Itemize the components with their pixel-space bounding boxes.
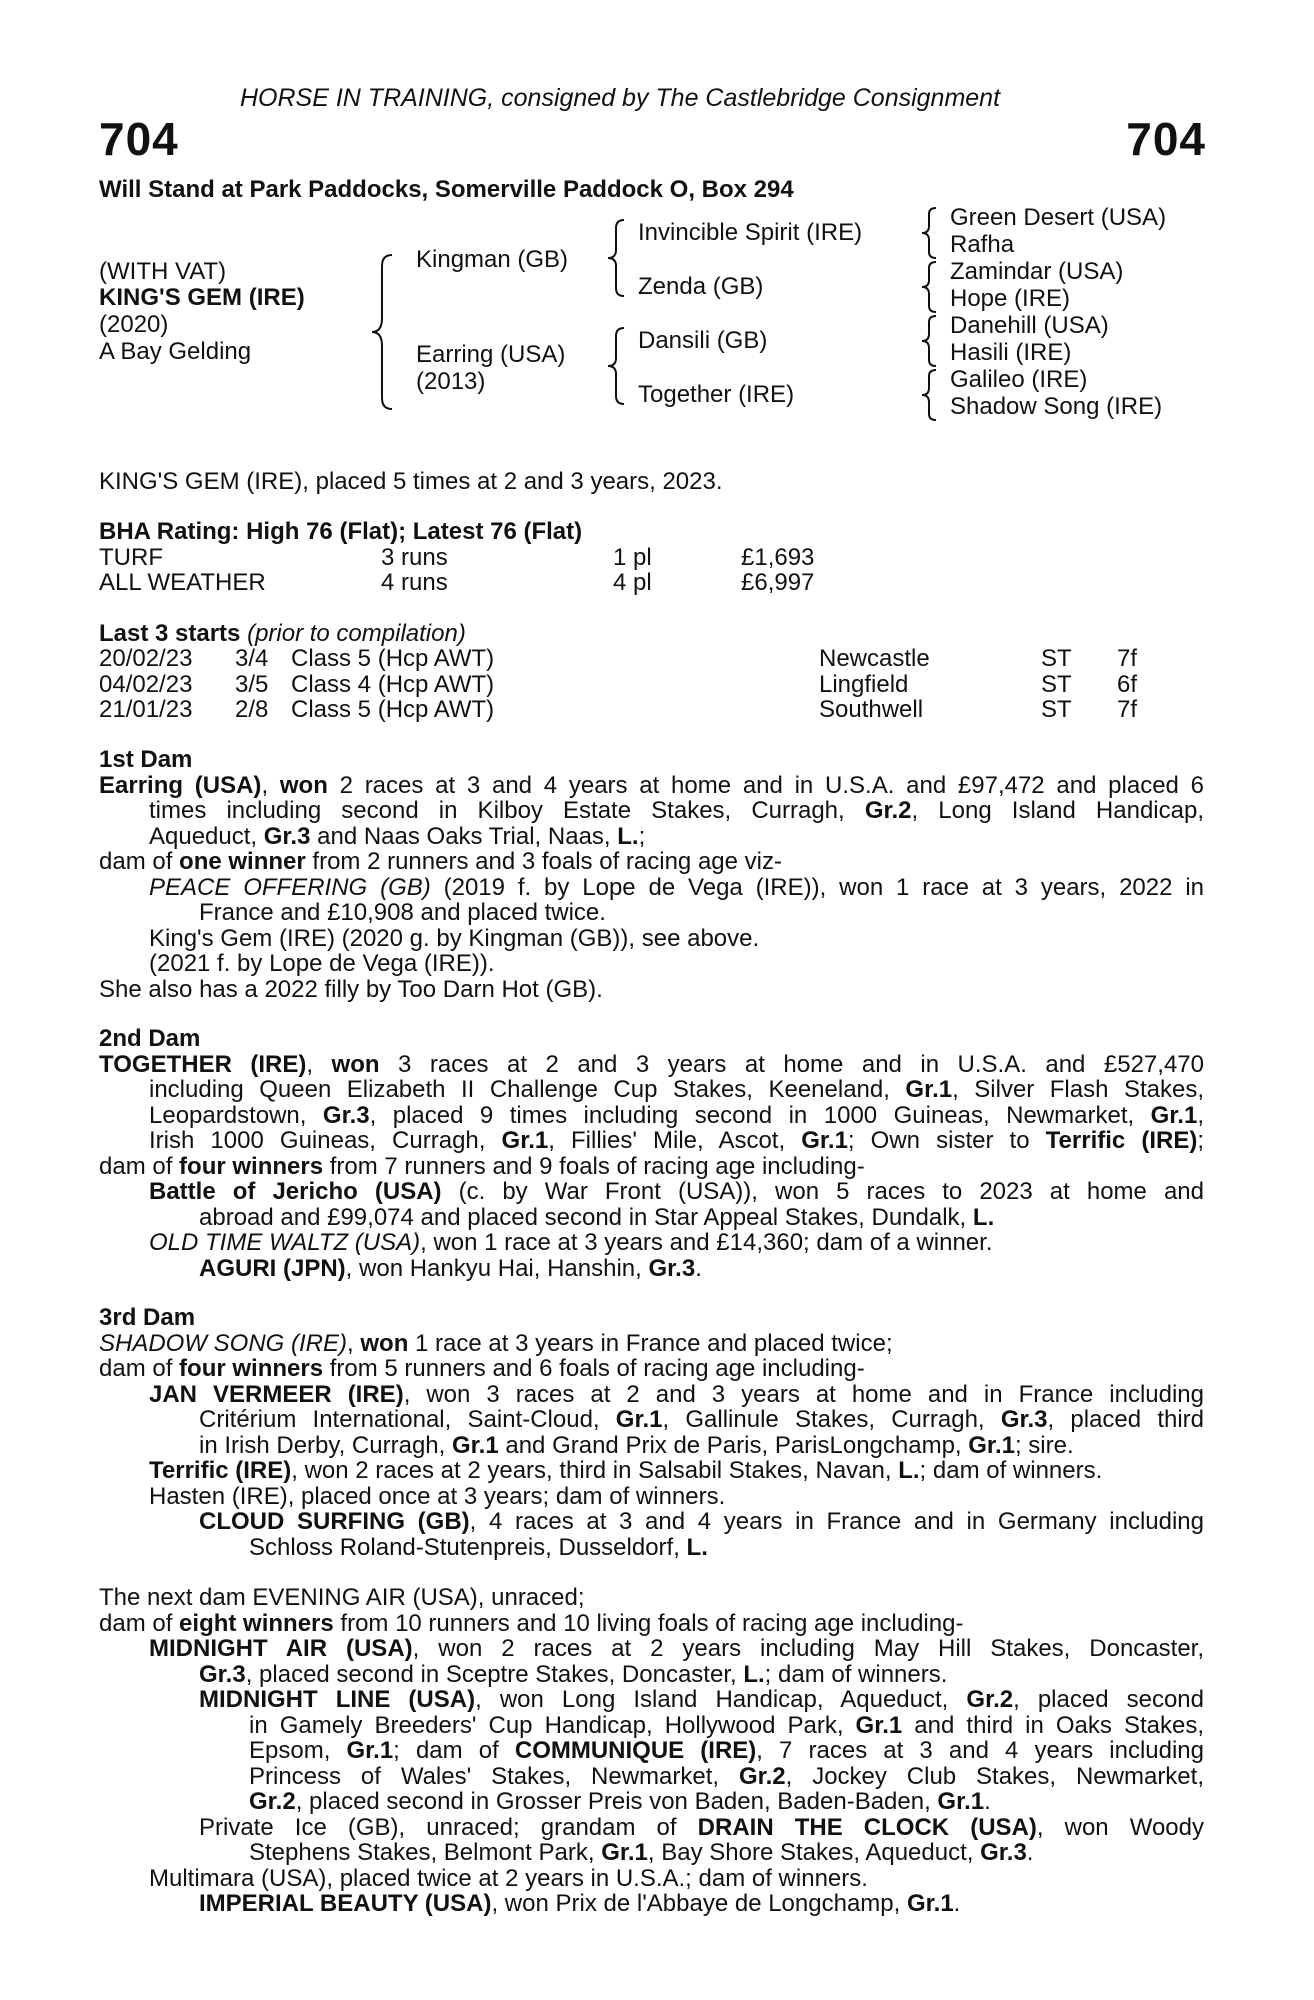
text-span: DRAIN THE CLOCK (USA) [697, 1813, 1037, 1841]
race-course: Southwell [819, 696, 924, 723]
text-span: ; sire. [1014, 1431, 1074, 1459]
gen3-brace-4 [918, 368, 940, 422]
gen3-8: Shadow Song (IRE) [950, 393, 1163, 420]
surface: ALL WEATHER [99, 569, 266, 596]
sire-dam-brace [366, 252, 396, 412]
text-span: AGURI (JPN) [199, 1254, 346, 1282]
table-row [99, 570, 899, 595]
text-span: won [279, 771, 328, 799]
text-span: Gr.1 [937, 1788, 985, 1815]
text-line [99, 1789, 1204, 1815]
race-class: Class 5 (Hcp AWT) [291, 645, 495, 672]
dam-dam: Together (IRE) [638, 381, 795, 408]
text-span: Private Ice (GB), unraced; grandam of [199, 1813, 698, 1841]
text-span: L. [898, 1457, 920, 1484]
gen3-6: Hasili (IRE) [950, 339, 1072, 366]
race-date: 20/02/23 [99, 645, 193, 672]
text-span: 2 races at 3 and 4 years at home and in U.S.A. and £97,472 and placed 6 [327, 771, 1204, 799]
race-going: ST [1041, 696, 1072, 723]
text-line: King's Gem (IRE) (2020 g. by Kingman (GB)), see above. [149, 924, 760, 952]
text-line [99, 1382, 1204, 1408]
text-span: , won Long Island Handicap, Aqueduct, [475, 1686, 967, 1713]
text-span: four winners [179, 1152, 324, 1180]
text-line: The next dam EVENING AIR (USA), unraced; [99, 1584, 585, 1611]
text-span: . [1026, 1839, 1034, 1866]
gen3-3: Zamindar (USA) [950, 258, 1124, 285]
text-span: Gr.2 [249, 1788, 296, 1815]
text-span: times including second in Kilboy Estate Stakes, Curragh, [149, 797, 865, 824]
text-span: (c. by War Front (USA)), won 5 races to 2023 at home and [441, 1178, 1204, 1205]
lot-number-right: 704 [1126, 113, 1206, 165]
text-span: , won Woody [1036, 1813, 1204, 1841]
surface: TURF [99, 544, 163, 571]
text-span: and Grand Prix de Paris, ParisLongchamp, [498, 1431, 969, 1459]
text-span: , Bay Shore Stakes, Aqueduct, [647, 1839, 981, 1866]
text-span: Gr.1 [601, 1839, 648, 1866]
text-line [99, 1052, 1204, 1078]
text-span: Gr.1 [905, 1076, 953, 1103]
text-line [99, 1433, 1204, 1459]
text-span: one winner [179, 848, 306, 875]
text-span: Stephens Stakes, Belmont Park, [249, 1839, 602, 1866]
text-span: CLOUD SURFING (GB) [199, 1508, 470, 1535]
dam-sire: Dansili (GB) [638, 327, 768, 354]
race-course: Newcastle [819, 645, 930, 672]
text-span: , [306, 1050, 332, 1078]
text-span: four winners [179, 1355, 324, 1382]
text-span: , placed second [1013, 1686, 1205, 1713]
text-span: , placed 9 times including second in 1000 Guineas, Newmarket, [369, 1101, 1151, 1129]
placings: 4 pl [613, 569, 652, 596]
text-span: , won Prix de l'Abbaye de Longchamp, [491, 1890, 907, 1917]
text-line [99, 1509, 1204, 1535]
section-heading: 1st Dam [99, 746, 193, 773]
gen3-brace-1 [918, 206, 940, 260]
text-span: Irish 1000 Guineas, Curragh, [149, 1127, 502, 1154]
race-class: Class 5 (Hcp AWT) [291, 696, 495, 723]
text-line [99, 875, 1204, 901]
text-span: JAN VERMEER (IRE) [149, 1380, 404, 1408]
text-span: won [331, 1050, 380, 1078]
text-span: eight winners [179, 1609, 334, 1637]
table-row [99, 646, 1159, 672]
page-header: HORSE IN TRAINING, consigned by The Castlebridge Consignment [240, 84, 1001, 112]
text-span: 3 races at 2 and 3 years at home and in U.S.A. and £527,470 [379, 1050, 1204, 1078]
text-span: , 4 races at 3 and 4 years in France and in Germany including [469, 1508, 1204, 1535]
race-position: 3/5 [235, 670, 269, 698]
race-distance: 6f [1117, 670, 1138, 698]
text-span: , placed second in Grosser Preis von Baden, Baden-Baden, [295, 1788, 938, 1815]
text-line [99, 1891, 1204, 1917]
text-span: ; Own sister to [847, 1127, 1046, 1154]
text-span: , won Hankyu Hai, Hanshin, [345, 1254, 649, 1282]
text-span: , Gallinule Stakes, Curragh, [662, 1406, 1001, 1433]
text-span: L. [743, 1660, 765, 1688]
table-row [99, 545, 899, 570]
text-line [99, 1154, 1204, 1180]
text-span: COMMUNIQUE (IRE) [514, 1737, 757, 1764]
text-span: Gr.2 [966, 1686, 1014, 1713]
gen3-2: Rafha [950, 231, 1015, 258]
text-span: Critérium International, Saint-Cloud, [199, 1406, 616, 1433]
text-span: Gr.1 [801, 1127, 848, 1154]
text-span: ; [1197, 1127, 1204, 1154]
last-starts-note: (prior to compilation) [247, 620, 466, 647]
text-span: , 7 races at 3 and 4 years including [756, 1737, 1204, 1764]
last-starts-heading [99, 620, 466, 648]
first-dam-section [99, 747, 1204, 1002]
text-span: Gr.3 [322, 1101, 370, 1129]
race-going: ST [1041, 670, 1072, 698]
text-span: from 2 runners and 3 foals of racing age viz- [305, 848, 782, 875]
text-line [99, 773, 1204, 799]
text-span: Gr.1 [855, 1711, 903, 1739]
text-span: Battle of Jericho (USA) [149, 1178, 442, 1205]
horse-description: A Bay Gelding [99, 338, 252, 365]
placings: 1 pl [613, 544, 652, 571]
text-span: (2019 f. by Lope de Vega (IRE)), won 1 race at 3 years, 2022 in [430, 873, 1205, 901]
dam-line-brace [604, 326, 628, 406]
race-course: Lingfield [819, 670, 909, 698]
race-position: 3/4 [235, 645, 269, 672]
text-line [99, 1077, 1204, 1103]
text-span: Gr.3 [199, 1660, 246, 1688]
text-span: , won 3 races at 2 and 3 years at home and in France including [403, 1380, 1204, 1408]
text-line [99, 1128, 1204, 1154]
text-line [99, 1738, 1204, 1764]
text-line [99, 1256, 1204, 1282]
text-span: Gr.1 [451, 1431, 499, 1459]
sire-sire: Invincible Spirit (IRE) [638, 219, 863, 246]
text-span: Leopardstown, [149, 1101, 323, 1129]
race-class: Class 4 (Hcp AWT) [291, 670, 495, 698]
text-span: Gr.3 [1000, 1406, 1048, 1433]
race-distance: 7f [1117, 645, 1138, 672]
text-span: Gr.3 [648, 1254, 696, 1282]
text-span: Gr.2 [738, 1762, 786, 1790]
text-line: France and £10,908 and placed twice. [199, 899, 606, 926]
text-line [99, 1331, 1204, 1357]
text-span: MIDNIGHT AIR (USA) [149, 1635, 413, 1662]
text-line [99, 798, 1204, 824]
third-dam-section [99, 1305, 1204, 1560]
section-heading: 3rd Dam [99, 1304, 196, 1331]
race-position: 2/8 [235, 696, 269, 723]
gen3-brace-2 [918, 260, 940, 314]
text-span: in Irish Derby, Curragh, [199, 1431, 452, 1459]
runs: 4 runs [381, 569, 448, 596]
bha-rating: BHA Rating: High 76 (Flat); Latest 76 (Flat) [99, 518, 583, 545]
text-span: L. [972, 1203, 995, 1231]
table-row [99, 697, 1159, 723]
text-line [99, 1713, 1204, 1739]
prize-money: £1,693 [741, 544, 815, 571]
sire-line-brace [604, 218, 628, 298]
text-span: , Silver Flash Stakes, [952, 1076, 1204, 1103]
text-span: Princess of Wales' Stakes, Newmarket, [249, 1762, 739, 1790]
race-going: ST [1041, 645, 1072, 672]
gen3-5: Danehill (USA) [950, 312, 1109, 339]
text-span: PEACE OFFERING (GB) [149, 873, 431, 901]
text-span: , Fillies' Mile, Ascot, [548, 1127, 802, 1154]
last-starts-table [99, 646, 1159, 723]
text-span: 1 race at 3 years in France and placed twice; [408, 1329, 893, 1357]
text-line [99, 1662, 1204, 1688]
text-line [99, 1205, 1204, 1231]
fourth-dam-section [99, 1585, 1204, 1917]
text-span: Gr.1 [615, 1406, 663, 1433]
text-span: , won 2 races at 2 years, third in Salsabil Stakes, Navan, [291, 1457, 899, 1484]
text-span: Earring (USA) [99, 771, 262, 799]
vat-note: (WITH VAT) [99, 258, 227, 285]
text-line [99, 849, 1204, 875]
text-span: Epsom, [249, 1737, 347, 1764]
rating-table [99, 545, 899, 595]
horse-name: KING'S GEM (IRE) [99, 284, 305, 311]
text-span: L. [686, 1533, 708, 1561]
race-summary: KING'S GEM (IRE), placed 5 times at 2 and 3 years, 2023. [99, 468, 723, 495]
sire-name: Kingman (GB) [416, 246, 569, 273]
text-span: abroad and £99,074 and placed second in Star Appeal Stakes, Dundalk, [199, 1203, 973, 1231]
text-line: She also has a 2022 filly by Too Darn Hot (GB). [99, 975, 603, 1003]
text-span: dam of [99, 848, 180, 875]
text-line [99, 1687, 1204, 1713]
text-span: Gr.1 [1150, 1101, 1198, 1129]
text-span: Gr.3 [263, 822, 311, 850]
text-line [99, 1611, 1204, 1637]
second-dam-section [99, 1026, 1204, 1281]
text-span: , [261, 771, 280, 799]
text-line [99, 1815, 1204, 1841]
text-span: including Queen Elizabeth II Challenge Cup Stakes, Keeneland, [149, 1076, 906, 1103]
text-span: ; [638, 822, 646, 850]
text-span: , Long Island Handicap, [911, 797, 1204, 824]
text-span: dam of [99, 1609, 180, 1637]
prize-money: £6,997 [741, 569, 815, 596]
lot-number-left: 704 [99, 113, 179, 165]
last-starts-title: Last 3 starts [99, 620, 241, 647]
text-span: , placed second in Sceptre Stakes, Doncaster, [245, 1660, 744, 1688]
race-date: 04/02/23 [99, 670, 193, 698]
text-span: OLD TIME WALTZ (USA) [149, 1229, 421, 1256]
dam-name: Earring (USA) [416, 341, 566, 368]
text-line [99, 1764, 1204, 1790]
text-span: and Naas Oaks Trial, Naas, [310, 822, 618, 850]
text-span: IMPERIAL BEAUTY (USA) [199, 1890, 492, 1917]
text-span: SHADOW SONG (IRE) [99, 1329, 348, 1357]
text-span: from 10 runners and 10 living foals of racing age including- [333, 1609, 964, 1637]
text-span: . [953, 1890, 961, 1917]
text-line [99, 1230, 1204, 1256]
text-span: and third in Oaks Stakes, [902, 1711, 1204, 1739]
text-span: . [695, 1254, 702, 1282]
text-span: Gr.1 [906, 1890, 954, 1917]
text-span: from 5 runners and 6 foals of racing age including- [323, 1355, 865, 1382]
text-span: Aqueduct, [149, 822, 264, 850]
race-distance: 7f [1117, 696, 1138, 723]
text-line [99, 1356, 1204, 1382]
text-line [99, 1840, 1204, 1866]
text-line: (2021 f. by Lope de Vega (IRE)). [149, 950, 495, 977]
text-span: , won 2 races at 2 years including May Hill Stakes, Doncaster, [412, 1635, 1205, 1662]
text-line [99, 1636, 1204, 1662]
text-span: Gr.1 [968, 1431, 1015, 1459]
text-span: Gr.1 [346, 1737, 394, 1764]
text-span: dam of [99, 1355, 180, 1382]
text-line [99, 1103, 1204, 1129]
text-line [99, 1535, 1204, 1561]
gen3-1: Green Desert (USA) [950, 204, 1167, 231]
text-span: , Jockey Club Stakes, Newmarket, [785, 1762, 1204, 1790]
stand-location: Will Stand at Park Paddocks, Somerville Paddock O, Box 294 [99, 176, 794, 203]
section-heading: 2nd Dam [99, 1025, 201, 1052]
text-span: Schloss Roland-Stutenpreis, Dusseldorf, [249, 1533, 687, 1561]
text-span: Terrific (IRE) [149, 1457, 292, 1484]
text-line [99, 824, 1204, 850]
text-span: , won 1 race at 3 years and £14,360; dam of a winner. [420, 1229, 993, 1256]
text-line: Hasten (IRE), placed once at 3 years; dam of winners. [149, 1482, 726, 1510]
text-span: , placed third [1047, 1406, 1205, 1433]
text-line [99, 1458, 1204, 1484]
text-span: Gr.1 [501, 1127, 549, 1154]
text-span: , [1197, 1101, 1204, 1129]
text-span: Gr.2 [864, 797, 912, 824]
text-span: TOGETHER (IRE) [99, 1050, 307, 1078]
foaling-year: (2020) [99, 311, 169, 338]
text-span: Terrific (IRE) [1045, 1127, 1198, 1154]
text-span: ; dam of winners. [919, 1457, 1103, 1484]
text-span: ; dam of winners. [764, 1660, 948, 1688]
gen3-7: Galileo (IRE) [950, 366, 1088, 393]
text-span: . [984, 1788, 991, 1815]
text-line [99, 1407, 1204, 1433]
gen3-brace-3 [918, 314, 940, 368]
runs: 3 runs [381, 544, 448, 571]
text-span: L. [617, 822, 639, 850]
sire-dam: Zenda (GB) [638, 273, 764, 300]
dam-year: (2013) [416, 368, 486, 395]
text-span: won [360, 1329, 409, 1357]
race-date: 21/01/23 [99, 696, 193, 723]
text-span: from 7 runners and 9 foals of racing age including- [323, 1152, 865, 1180]
text-span: in Gamely Breeders' Cup Handicap, Hollywood Park, [249, 1711, 856, 1739]
text-span: Gr.3 [980, 1839, 1027, 1866]
text-line [99, 1179, 1204, 1205]
text-span: , [347, 1329, 361, 1357]
text-span: ; dam of [393, 1737, 515, 1764]
gen3-4: Hope (IRE) [950, 285, 1071, 312]
text-line: Multimara (USA), placed twice at 2 years in U.S.A.; dam of winners. [149, 1864, 868, 1892]
text-span: dam of [99, 1152, 180, 1180]
text-span: MIDNIGHT LINE (USA) [199, 1686, 476, 1713]
table-row [99, 672, 1159, 698]
